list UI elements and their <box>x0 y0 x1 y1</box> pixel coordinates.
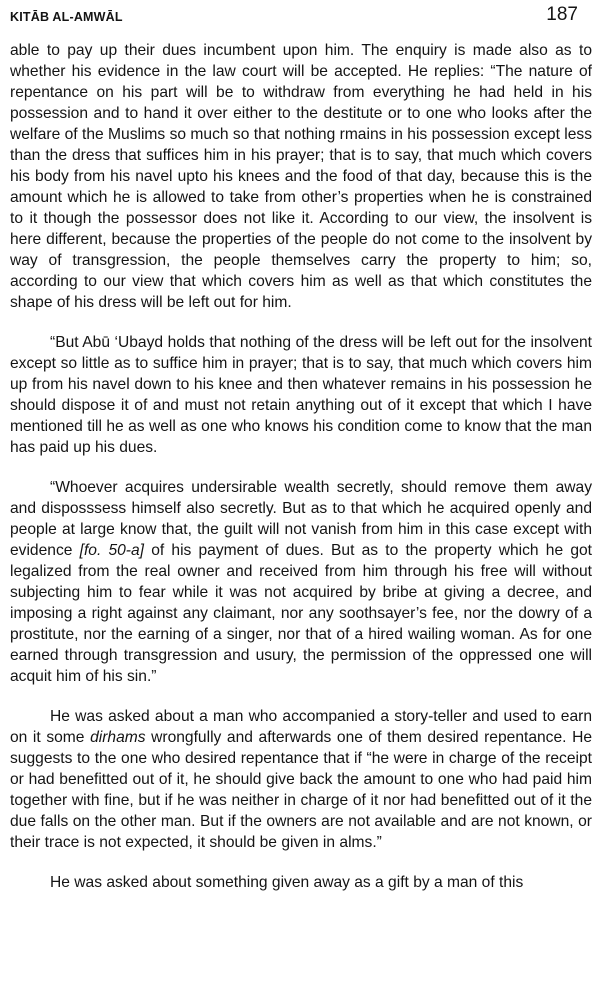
book-title: KITĀB AL-AMWĀL <box>10 10 123 24</box>
paragraph-5 <box>10 872 592 893</box>
paragraph-3 <box>10 477 592 687</box>
paragraph-5-text: He was asked about something given away as a gift by a man of this <box>50 874 524 891</box>
paragraph-2-text: “But Abū ‘Ubayd holds that nothing of the dress will be left out for the insolvent except so little as to suffice him in prayer; that is to say, that much which covers him up from his navel down to his knee and then whatever remains in his possession he should dispose it of and must not retain anything out of it except that which I have mentioned till he as well as one who knows his condition come to know that the man has paid up his dues. <box>10 334 592 456</box>
paragraph-4 <box>10 706 592 853</box>
paragraph-4-text-b: wrongfully and afterwards one of them desired repentance. He suggests to the one who desired repentance that if “he were in charge of the receipt or had benefitted out of it, he should give back the amount to one who had paid him together with fine, but if he was neither in charge of it nor had benefitted out of it the due falls on the other man. But if the owners are not available and are not known, or their trace is not expected, it should be given in alms.” <box>10 729 593 851</box>
page-number: 187 <box>546 4 578 25</box>
paragraph-2 <box>10 332 592 458</box>
paragraph-1-text: able to pay up their dues incumbent upon him. The enquiry is made also as to whether his evidence in the law court will be accepted. He replies: “The nature of repentance on his part will be to withdraw from everything he had held in his possession and to hand it over either to the destitute or to one who looks after the welfare of the Muslims so much so that nothing rmains in his possession except less than the dress that suffices him in his prayer; that is to say, that much which covers his body from his navel upto his knees and the food of that day, because this is the amount which he is allowed to take from other’s properties when he is constrained to it though the possessor does not like it. According to our view, the insolvent is here different, because the properties of the people do not come to the insolvent by way of transgression, the people themselves carry the property to him; so, according to our view that which covers him as well as that which constitutes the shape of his dress will be left out for him. <box>10 42 592 311</box>
paragraph-3-text-a: “Whoever acquires undersirable wealth secretly, should remove them away and disposssess himself also secretly. But as to that which he acquired openly and people at large know that, the guilt will not vanish from him in this case except with evidence <box>10 479 592 559</box>
running-header <box>10 4 592 30</box>
term-dirhams: dirhams <box>90 729 146 746</box>
paragraph-4-text-a: He was asked about a man who accompanied a story-teller and used to earn on it some <box>10 708 592 746</box>
paragraph-3-text-b: of his payment of dues. But as to the property which he got legalized from the real owner and received from him through his free will without subjecting him to fear while it was not acquired by bribe at giving a decree, and imposing a right against any claimant, nor any soothsayer’s fee, nor the dowry of a prostitute, nor the earning of a singer, nor that of a hired wailing woman. As for one earned through transgression and usury, the permission of the oppressed one will acquit him of his sin.” <box>10 542 592 685</box>
body-text <box>10 40 592 893</box>
paragraph-1 <box>10 40 592 313</box>
folio-reference: [fo. 50-a] <box>79 542 145 559</box>
